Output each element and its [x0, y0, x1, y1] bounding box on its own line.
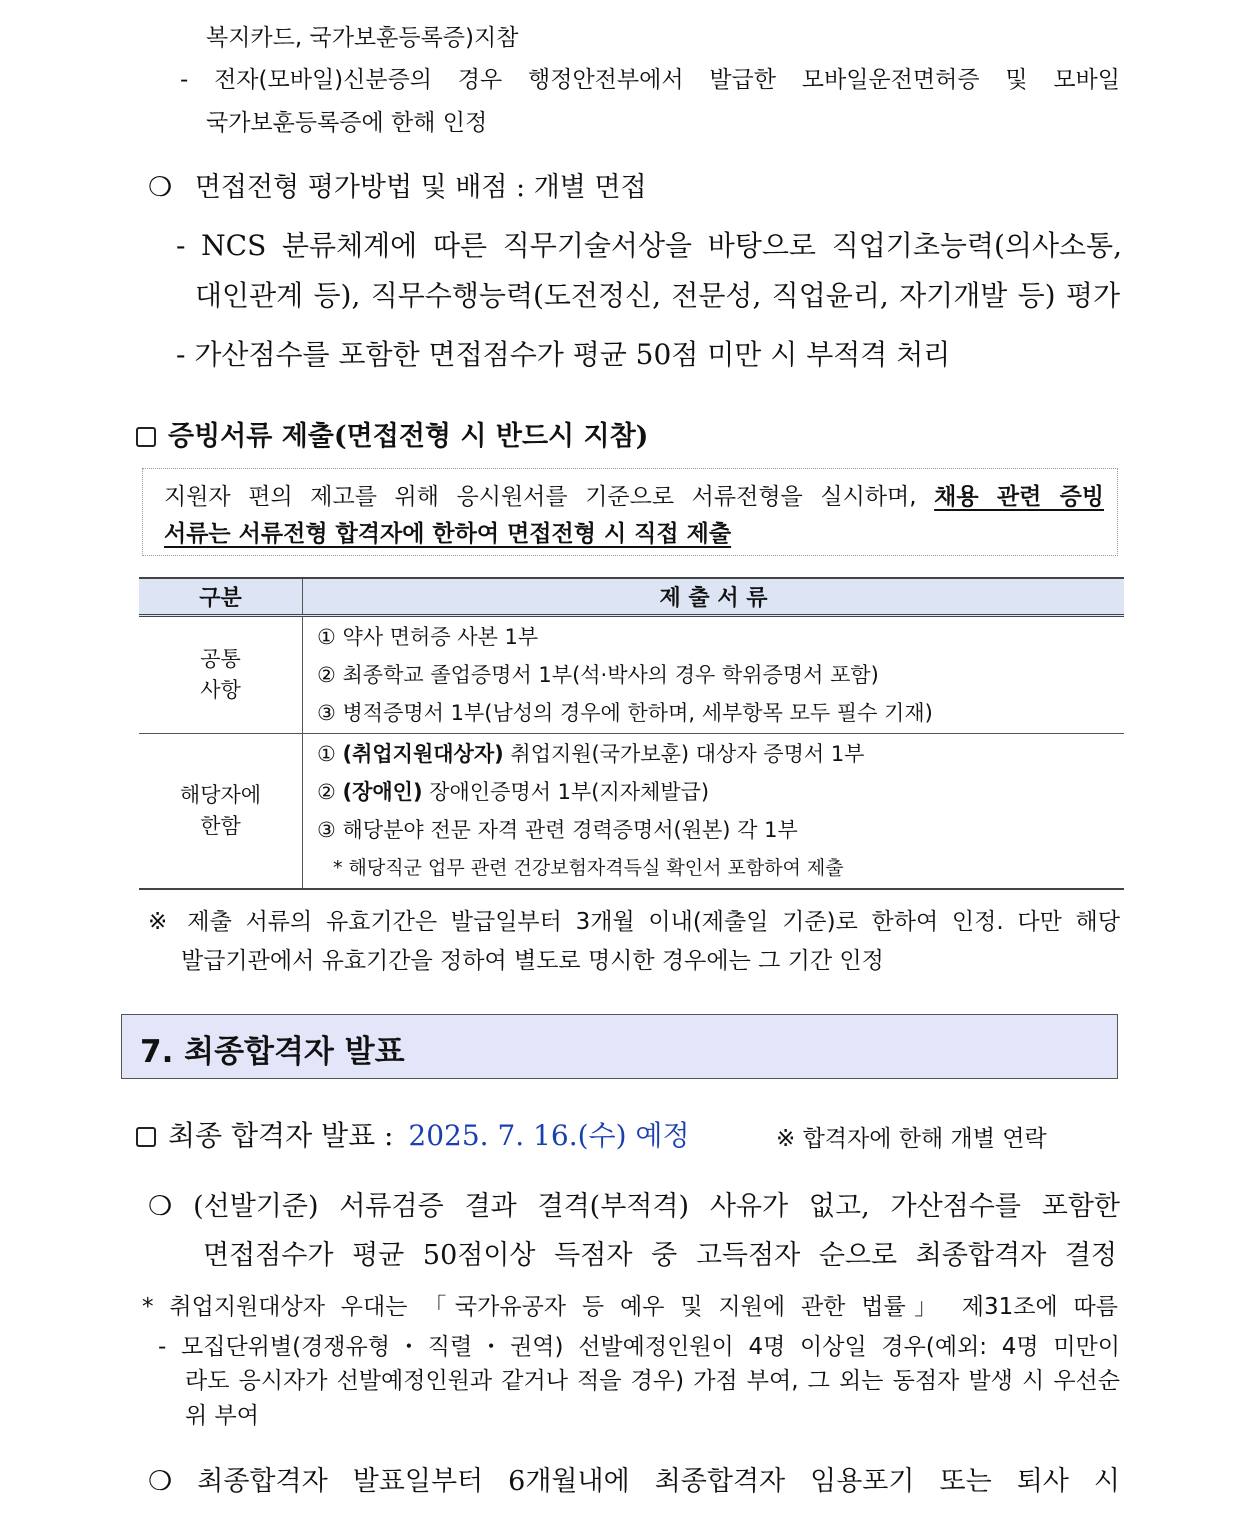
documents-notice-bold-b: 서류는 서류전형 합격자에 한하여 면접전형 시 직접 제출	[164, 521, 732, 547]
item-number: ③	[317, 818, 336, 842]
documents-notice-plain: 지원자 편의 제고를 위해 응시원서를 기준으로 서류전형을 실시하며,	[164, 484, 917, 510]
checkbox-square-icon	[136, 427, 156, 447]
item-bold-label: (취업지원대상자)	[342, 742, 504, 766]
table-cell-applicable-label	[139, 734, 303, 890]
table-header-docs: 제 출 서 류	[303, 578, 1125, 616]
announce-contact-note: ※ 합격자에 한해 개별 연락	[776, 1126, 1047, 1152]
checkbox-square-icon	[136, 1127, 156, 1147]
documents-notice-bold-a: 채용 관련 증빙	[934, 484, 1105, 510]
item-bold-label: (장애인)	[342, 780, 423, 804]
interview-criteria-line1: - NCS 분류체계에 따른 직무기술서상을 바탕으로 직업기초능력(의사소통,	[176, 229, 1122, 262]
selection-criteria-line2: 면접점수가 평균 50점이상 득점자 중 고득점자 순으로 최종합격자 결정	[203, 1240, 1117, 1271]
documents-title: 증빙서류 제출(면접전형 시 반드시 지참)	[168, 421, 649, 452]
interview-criteria-line2: 대인관계 등), 직무수행능력(도전정신, 전문성, 직업윤리, 자기개발 등) 평가	[195, 279, 1120, 312]
validity-note-line2: 발급기관에서 유효기간을 정하여 별도로 명시한 경우에는 그 기간 인정	[181, 948, 884, 974]
list-item: ③ 병적증명서 1부(남성의 경우에 한하며, 세부항목 모두 필수 기재)	[317, 701, 933, 725]
interview-method-title: 면접전형 평가방법 및 배점 : 개별 면접	[194, 172, 647, 203]
table-header-row	[139, 578, 1124, 616]
documents-notice-line1	[164, 478, 1104, 511]
applicable-label-1: 해당자에	[179, 783, 262, 807]
list-item: ② 최종학교 졸업증명서 1부(석·박사의 경우 학위증명서 포함)	[317, 663, 879, 687]
mobile-id-rule-line1: - 전자(모바일)신분증의 경우 행정안전부에서 발급한 모바일운전면허증 및 모바일	[180, 67, 1120, 93]
preference-note-line3: 라도 응시자가 선발예정인원과 같거나 적을 경우) 가점 부여, 그 외는 동점자 발생 시 우선순	[185, 1368, 1120, 1394]
item-number: ①	[317, 742, 336, 766]
item-text: 취업지원(국가보훈) 대상자 증명서 1부	[510, 742, 865, 766]
list-item	[317, 773, 1123, 811]
item-text: 해당분야 전문 자격 관련 경력증명서(원본) 각 1부	[342, 818, 798, 842]
applicable-label-2: 한함	[200, 814, 241, 838]
id-card-list-text: 복지카드, 국가보훈등록증)지참	[206, 25, 519, 51]
list-item	[317, 735, 1123, 773]
common-label-1: 공통	[200, 647, 241, 671]
replacement-rule-line	[148, 1459, 1120, 1498]
circle-bullet-icon: ❍	[148, 1466, 173, 1497]
documents-table	[139, 577, 1124, 890]
mobile-id-rule-line2: 국가보훈등록증에 한해 인정	[206, 110, 488, 136]
announce-label: 최종 합격자 발표 :	[168, 1119, 394, 1152]
list-item: ① 약사 면허증 사본 1부	[317, 625, 539, 649]
documents-heading	[136, 414, 648, 453]
table-cell-common-items	[303, 616, 1125, 734]
applicable-note: * 해당직군 업무 관련 건강보험자격득실 확인서 포함하여 제출	[333, 857, 844, 879]
announce-date: 2025. 7. 16.(수) 예정	[408, 1119, 690, 1152]
circle-bullet-icon: ❍	[148, 172, 173, 203]
final-announce-line	[136, 1114, 690, 1154]
section-7-heading: 7. 최종합격자 발표	[140, 1034, 405, 1070]
circle-bullet-icon: ❍	[148, 1191, 173, 1222]
documents-notice-line2	[164, 515, 731, 548]
preference-note-line4: 위 부여	[185, 1403, 259, 1429]
validity-note-line1: ※ 제출 서류의 유효기간은 발급일부터 3개월 이내(제출일 기준)로 한하여 인정. 다만 해당	[148, 909, 1120, 935]
section-7-heading-bar	[121, 1014, 1118, 1079]
item-text: 장애인증명서 1부(지자체발급)	[429, 780, 710, 804]
common-label-2: 사항	[200, 678, 241, 702]
interview-method-heading	[148, 165, 647, 204]
list-item	[317, 811, 1123, 849]
table-cell-applicable-items	[303, 734, 1125, 890]
table-cell-common-label	[139, 616, 303, 734]
item-number: ②	[317, 780, 336, 804]
preference-note-line2: - 모집단위별(경쟁유형・직렬・권역) 선발예정인원이 4명 이상일 경우(예외: 4명 미만이	[158, 1334, 1120, 1360]
table-row-common	[139, 616, 1124, 734]
table-row-applicable	[139, 734, 1124, 890]
selection-criteria-text: (선발기준) 서류검증 결과 결격(부적격) 사유가 없고, 가산점수를 포함한	[193, 1191, 1120, 1222]
replacement-rule-text: 최종합격자 발표일부터 6개월내에 최종합격자 임용포기 또는 퇴사 시	[197, 1466, 1120, 1497]
interview-fail-rule: - 가산점수를 포함한 면접점수가 평균 50점 미만 시 부적격 처리	[176, 338, 951, 371]
table-header-category: 구분	[139, 578, 303, 616]
preference-note-line1: * 취업지원대상자 우대는 「국가유공자 등 예우 및 지원에 관한 법률」 제31조에 따름	[142, 1294, 1118, 1320]
selection-criteria-line1	[148, 1184, 1120, 1223]
